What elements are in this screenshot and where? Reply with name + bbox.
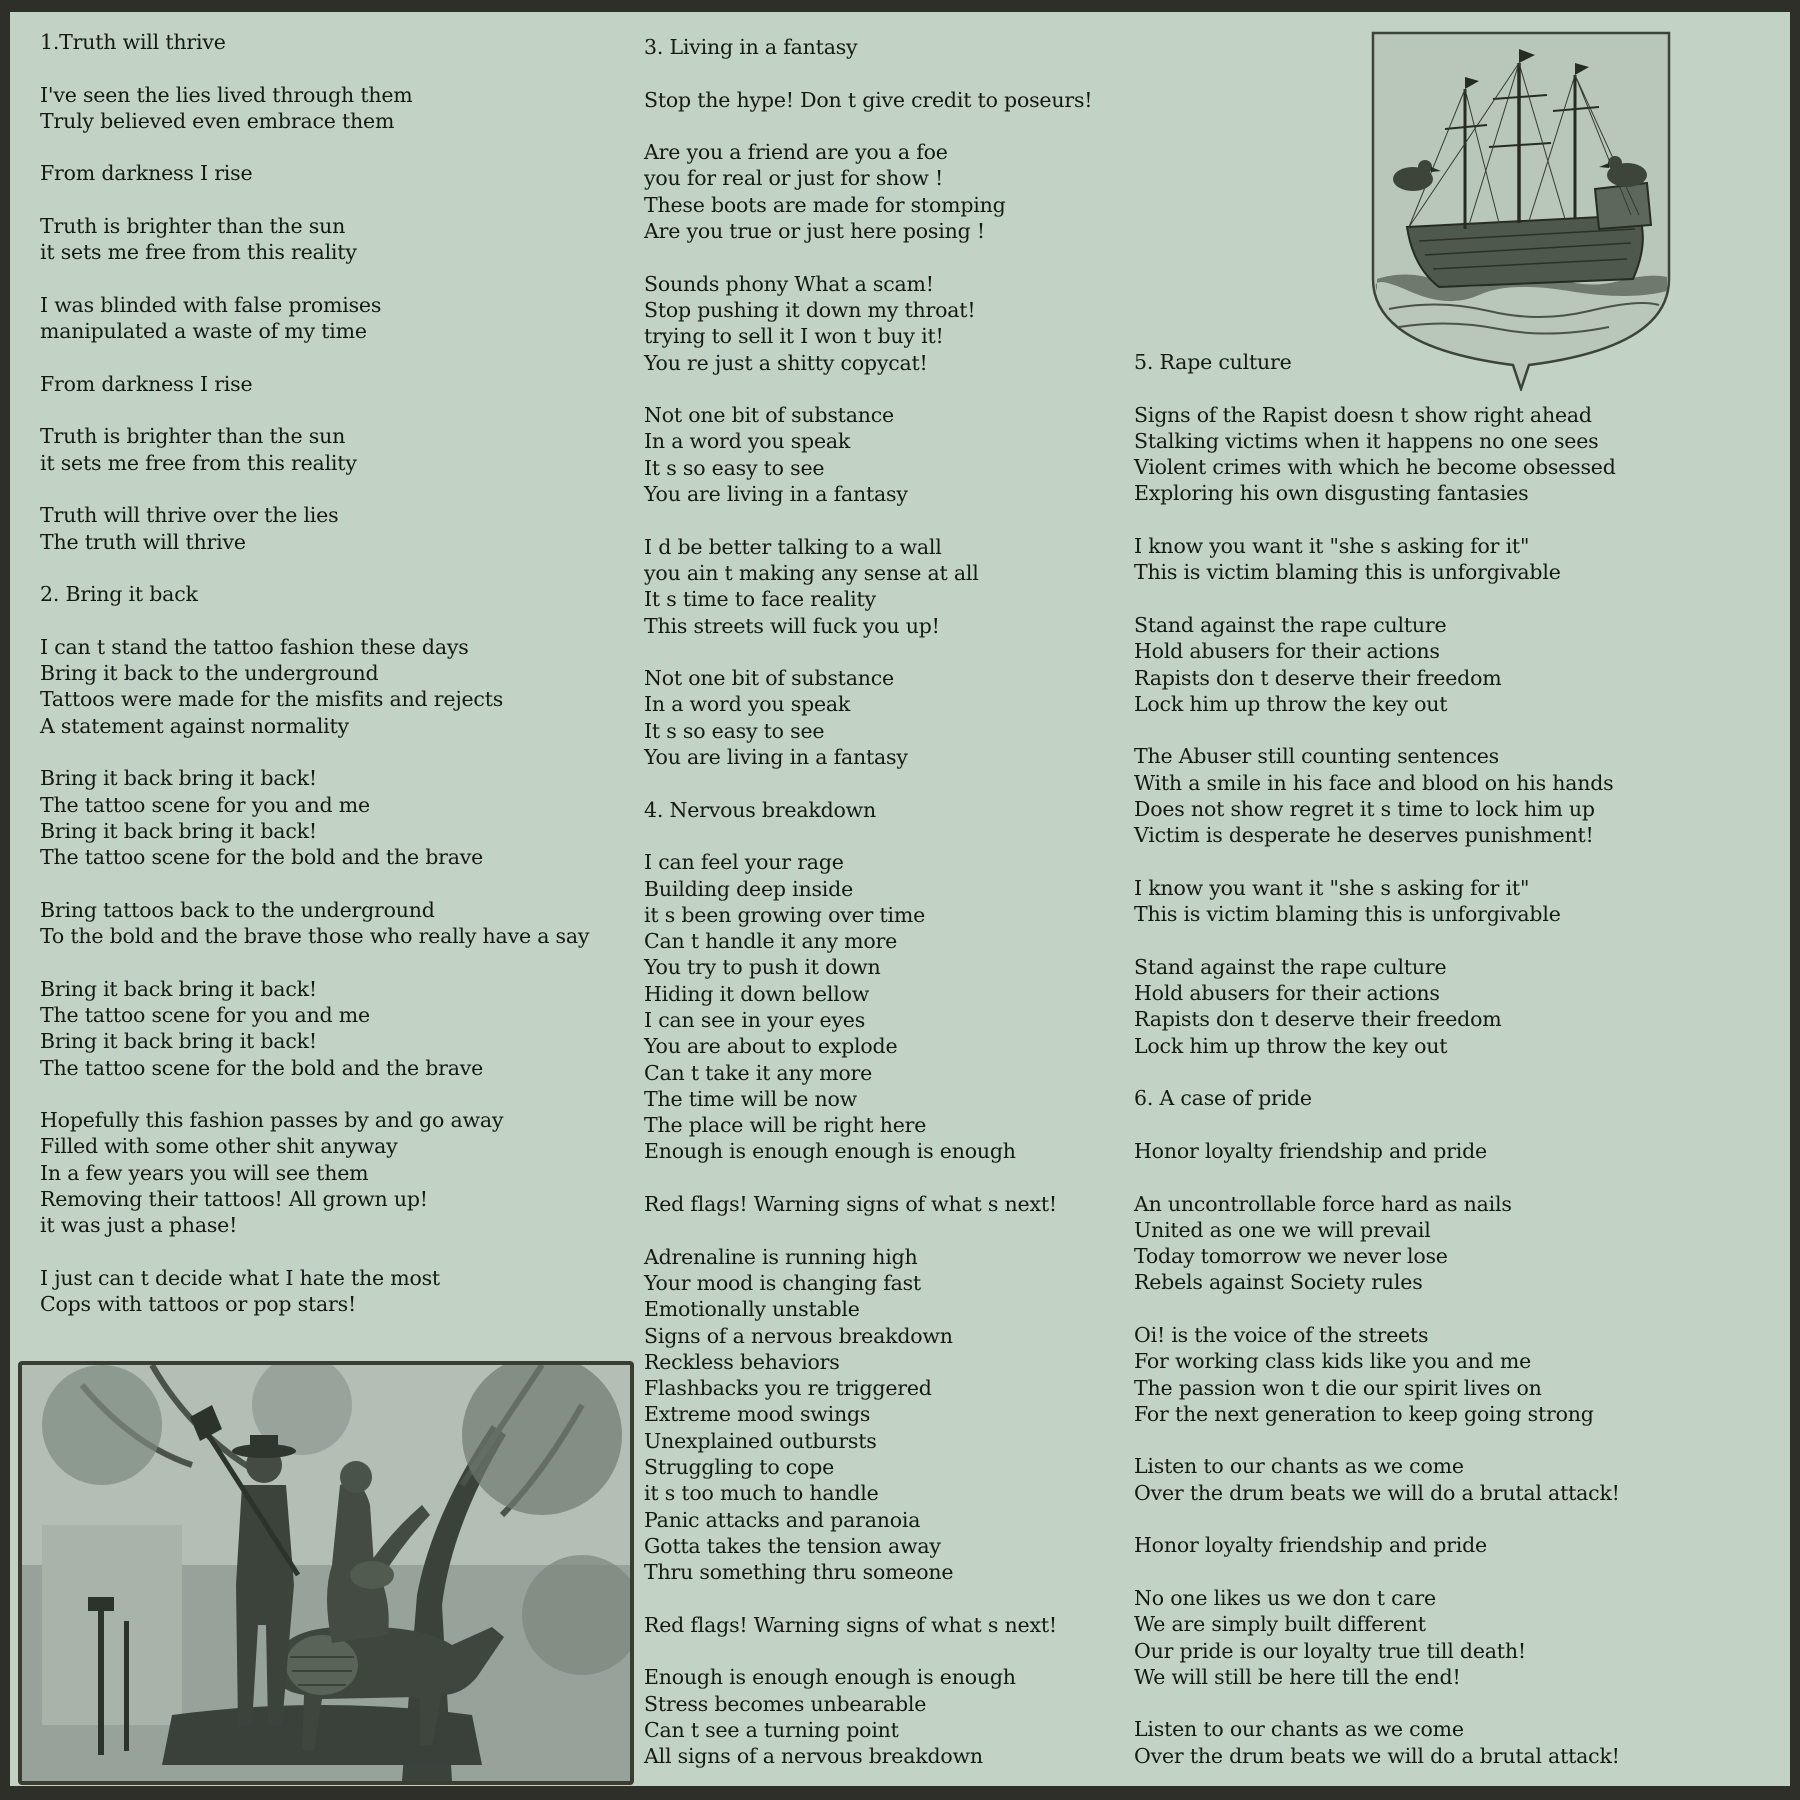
lyric-line: I can t stand the tattoo fashion these days <box>40 634 469 659</box>
lyric-spacer <box>40 739 589 765</box>
lyric-line: Can t take it any more <box>644 1060 873 1085</box>
lyric-line: The passion won t die our spirit lives on <box>1134 1375 1542 1400</box>
lyric-line: Rebels against Society rules <box>1134 1270 1423 1295</box>
lyric-line: Signs of a nervous breakdown <box>644 1323 953 1348</box>
lyric-line: The place will be right here <box>644 1113 927 1138</box>
lyric-line: Today tomorrow we never lose <box>1134 1244 1448 1269</box>
lyric-line: Truth is brighter than the sun <box>40 214 346 239</box>
lyric-line: I can feel your rage <box>644 850 844 875</box>
lyric-line: You are living in a fantasy <box>644 745 908 770</box>
lyric-line: Stop the hype! Don t give credit to poseurs! <box>644 87 1093 112</box>
lyric-spacer <box>40 55 589 81</box>
lyric-line: It s so easy to see <box>644 718 825 743</box>
lyric-line: Listen to our chants as we come <box>1134 1717 1464 1742</box>
lyric-line: Are you a friend are you a foe <box>644 140 948 165</box>
lyric-line: Honor loyalty friendship and pride <box>1134 1533 1487 1558</box>
lyric-spacer <box>1134 507 1620 533</box>
lyric-line: Adrenaline is running high <box>644 1244 918 1269</box>
lyric-line: Extreme mood swings <box>644 1402 871 1427</box>
lyric-spacer <box>1134 849 1620 875</box>
lyric-line: Can t handle it any more <box>644 929 898 954</box>
lyric-line: With a smile in his face and blood on his hands <box>1134 770 1614 795</box>
lyric-line: Bring it back bring it back! <box>40 1029 317 1054</box>
lyric-line: I know you want it "she s asking for it" <box>1134 875 1530 900</box>
lyric-spacer <box>1134 1559 1620 1585</box>
statue-photo <box>18 1361 634 1785</box>
lyric-line: The Abuser still counting sentences <box>1134 744 1499 769</box>
lyric-line: Rapists don t deserve their freedom <box>1134 665 1502 690</box>
lyric-line: Bring it back bring it back! <box>40 976 317 1001</box>
lyric-spacer <box>644 1638 1092 1664</box>
lyric-line: You are living in a fantasy <box>644 482 908 507</box>
lyric-spacer <box>1134 1164 1620 1190</box>
lyric-line: Your mood is changing fast <box>644 1270 921 1295</box>
lyric-spacer <box>644 60 1092 86</box>
lyric-line: For the next generation to keep going strong <box>1134 1401 1594 1426</box>
lyric-line: it sets me free from this reality <box>40 240 357 265</box>
lyric-line: Bring it back bring it back! <box>40 766 317 791</box>
lyric-line: Gotta takes the tension away <box>644 1533 941 1558</box>
lyric-spacer <box>40 949 589 975</box>
lyric-line: Building deep inside <box>644 876 854 901</box>
lyric-line: I can see in your eyes <box>644 1007 866 1032</box>
lyric-line: Flashbacks you re triggered <box>644 1376 932 1401</box>
lyric-line: Truth is brighter than the sun <box>40 424 346 449</box>
lyric-line: Removing their tattoos! All grown up! <box>40 1187 428 1212</box>
lyric-line: It s time to face reality <box>644 587 876 612</box>
lyric-line: Stalking victims when it happens no one sees <box>1134 428 1599 453</box>
lyric-line: Filled with some other shit anyway <box>40 1134 398 1159</box>
lyric-line: Reckless behaviors <box>644 1349 840 1374</box>
lyric-line: Honor loyalty friendship and pride <box>1134 1138 1487 1163</box>
lyric-line: Stop pushing it down my throat! <box>644 297 976 322</box>
lyric-spacer <box>1134 1112 1620 1138</box>
lyric-line: The time will be now <box>644 1086 858 1111</box>
lyric-line: Unexplained outbursts <box>644 1428 877 1453</box>
lyric-spacer <box>644 244 1092 270</box>
lyric-line: Truly believed even embrace them <box>40 108 395 133</box>
lyric-line: In a word you speak <box>644 692 851 717</box>
lyric-line: Cops with tattoos or pop stars! <box>40 1292 357 1317</box>
lyric-line: You try to push it down <box>644 955 881 980</box>
lyric-line: These boots are made for stomping <box>644 192 1006 217</box>
lyric-line: Stand against the rape culture <box>1134 954 1447 979</box>
lyric-spacer <box>644 376 1092 402</box>
lyric-spacer <box>644 1586 1092 1612</box>
lyric-spacer <box>644 507 1092 533</box>
lyric-line: Red flags! Warning signs of what s next! <box>644 1192 1057 1217</box>
lyric-line: From darkness I rise <box>40 371 253 396</box>
lyric-line: You are about to explode <box>644 1034 898 1059</box>
lyrics-column-3 <box>1134 349 1620 1769</box>
lyric-line: Bring it back to the underground <box>40 661 379 686</box>
lyric-line: Stand against the rape culture <box>1134 612 1447 637</box>
song-title: 1.Truth will thrive <box>40 30 226 54</box>
lyric-line: Panic attacks and paranoia <box>644 1507 921 1532</box>
lyric-line: manipulated a waste of my time <box>40 319 367 344</box>
lyric-spacer <box>644 823 1092 849</box>
lyric-line: To the bold and the brave those who really have a say <box>40 924 590 949</box>
lyric-line: Does not show regret it s time to lock him up <box>1134 797 1595 822</box>
lyric-line: Thru something thru someone <box>644 1560 954 1585</box>
lyric-spacer <box>40 266 589 292</box>
lyric-line: it s been growing over time <box>644 902 925 927</box>
lyric-line: Enough is enough enough is enough <box>644 1665 1016 1690</box>
lyric-line: I d be better talking to a wall <box>644 534 942 559</box>
lyric-line: you ain t making any sense at all <box>644 560 979 585</box>
lyrics-column-1 <box>40 29 589 1318</box>
lyric-spacer <box>1134 1427 1620 1453</box>
lyric-line: Victim is desperate he deserves punishment! <box>1134 823 1594 848</box>
lyric-line: Truth will thrive over the lies <box>40 503 339 528</box>
song-title: 5. Rape culture <box>1134 350 1292 374</box>
lyric-line: Listen to our chants as we come <box>1134 1454 1464 1479</box>
lyric-spacer <box>1134 1690 1620 1716</box>
lyric-line: Sounds phony What a scam! <box>644 271 934 296</box>
lyric-line: I was blinded with false promises <box>40 292 382 317</box>
song-title: 2. Bring it back <box>40 582 198 607</box>
lyric-line: Enough is enough enough is enough <box>644 1139 1016 1164</box>
lyric-spacer <box>644 1217 1092 1243</box>
lyric-line: I just can t decide what I hate the most <box>40 1265 440 1290</box>
lyric-spacer <box>40 345 589 371</box>
lyric-line: Exploring his own disgusting fantasies <box>1134 481 1529 506</box>
lyric-line: Over the drum beats we will do a brutal attack! <box>1134 1743 1620 1768</box>
lyric-line: Stress becomes unbearable <box>644 1691 927 1716</box>
lyric-line: This is victim blaming this is unforgivable <box>1134 902 1561 927</box>
lyric-line: Hold abusers for their actions <box>1134 981 1440 1006</box>
lyric-spacer <box>644 1165 1092 1191</box>
lyric-line: The truth will thrive <box>40 529 246 554</box>
lyric-line: Are you true or just here posing ! <box>644 219 985 244</box>
lyric-line: I know you want it "she s asking for it" <box>1134 534 1530 559</box>
lyric-spacer <box>40 397 589 423</box>
lyric-spacer <box>644 113 1092 139</box>
lyric-line: Lock him up throw the key out <box>1134 691 1448 716</box>
lyric-spacer <box>644 639 1092 665</box>
lyric-spacer <box>40 187 589 213</box>
lyric-line: Over the drum beats we will do a brutal attack! <box>1134 1480 1620 1505</box>
lyric-line: trying to sell it I won t buy it! <box>644 324 944 349</box>
lyric-line: For working class kids like you and me <box>1134 1349 1532 1374</box>
lyric-line: it was just a phase! <box>40 1213 238 1238</box>
lyric-line: In a word you speak <box>644 429 851 454</box>
lyric-spacer <box>1134 928 1620 954</box>
lyric-line: The tattoo scene for the bold and the brave <box>40 1055 484 1080</box>
lyric-line: Rapists don t deserve their freedom <box>1134 1007 1502 1032</box>
lyric-line: Lock him up throw the key out <box>1134 1033 1448 1058</box>
lyric-line: Hold abusers for their actions <box>1134 639 1440 664</box>
song-title: 3. Living in a fantasy <box>644 35 858 59</box>
lyric-line: Hiding it down bellow <box>644 981 870 1006</box>
lyric-line: Signs of the Rapist doesn t show right ahead <box>1134 402 1592 427</box>
lyric-line: it s too much to handle <box>644 1481 879 1506</box>
lyric-spacer <box>1134 1059 1620 1085</box>
lyric-line: Tattoos were made for the misfits and rejects <box>40 687 504 712</box>
lyric-line: All signs of a nervous breakdown <box>644 1744 983 1769</box>
lyric-spacer <box>40 476 589 502</box>
lyric-line: Bring tattoos back to the underground <box>40 897 435 922</box>
lyric-line: it sets me free from this reality <box>40 450 357 475</box>
lyric-line: No one likes us we don t care <box>1134 1585 1436 1610</box>
lyric-line: United as one we will prevail <box>1134 1217 1431 1242</box>
lyric-line: An uncontrollable force hard as nails <box>1134 1191 1512 1216</box>
lyric-spacer <box>1134 586 1620 612</box>
lyric-line: We will still be here till the end! <box>1134 1664 1461 1689</box>
lyric-line: The tattoo scene for you and me <box>40 792 370 817</box>
lyric-line: Not one bit of substance <box>644 403 894 428</box>
lyric-line: The tattoo scene for the bold and the brave <box>40 845 484 870</box>
lyrics-sheet <box>10 12 1790 1786</box>
lyric-line: Can t see a turning point <box>644 1718 899 1742</box>
lyric-line: In a few years you will see them <box>40 1160 369 1185</box>
lyric-line: From darkness I rise <box>40 161 253 186</box>
lyric-spacer <box>40 871 589 897</box>
lyric-line: We are simply built different <box>1134 1612 1426 1637</box>
lyric-line: Hopefully this fashion passes by and go away <box>40 1108 504 1133</box>
lyric-line: This is victim blaming this is unforgivable <box>1134 560 1561 585</box>
lyric-spacer <box>1134 717 1620 743</box>
lyric-line: I've seen the lies lived through them <box>40 82 413 107</box>
lyric-line: Bring it back bring it back! <box>40 818 317 843</box>
lyric-spacer <box>40 608 589 634</box>
lyric-spacer <box>1134 1296 1620 1322</box>
lyric-line: Struggling to cope <box>644 1455 835 1480</box>
song-title: 6. A case of pride <box>1134 1086 1312 1111</box>
lyric-line: Emotionally unstable <box>644 1297 860 1322</box>
lyric-spacer <box>40 1239 589 1265</box>
lyric-line: The tattoo scene for you and me <box>40 1002 370 1027</box>
lyric-line: you for real or just for show ! <box>644 166 944 191</box>
lyric-spacer <box>1134 1506 1620 1532</box>
lyric-spacer <box>40 134 589 160</box>
lyric-spacer <box>40 555 589 581</box>
lyric-line: Oi! is the voice of the streets <box>1134 1322 1429 1347</box>
lyric-line: Red flags! Warning signs of what s next! <box>644 1612 1057 1637</box>
lyric-line: Not one bit of substance <box>644 666 894 691</box>
song-title: 4. Nervous breakdown <box>644 797 877 822</box>
lyric-line: This streets will fuck you up! <box>644 613 940 638</box>
lyric-spacer <box>644 770 1092 796</box>
lyric-line: Violent crimes with which he become obsessed <box>1134 455 1616 480</box>
lyric-line: Our pride is our loyalty true till death! <box>1134 1638 1526 1663</box>
lyrics-column-2 <box>644 34 1092 1770</box>
lyric-line: You re just a shitty copycat! <box>644 350 928 375</box>
lyric-spacer <box>40 1081 589 1107</box>
ship-emblem-illustration <box>1369 29 1673 391</box>
lyric-line: A statement against normality <box>40 713 349 738</box>
lyric-line: It s so easy to see <box>644 455 825 480</box>
